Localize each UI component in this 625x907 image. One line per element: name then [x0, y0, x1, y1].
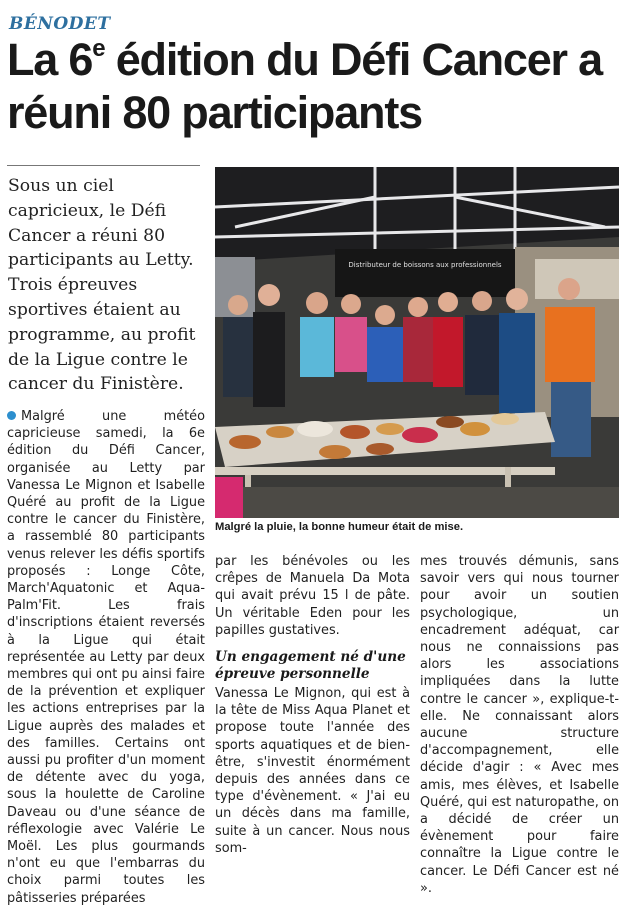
- photo-sign: Distributeur de boissons aux professionnels: [348, 261, 502, 269]
- body-text-col3: mes trouvés démunis, sans savoir vers qui nous tourner pour avoir un soutien psychologique, un encadrement adéquat, car nous ne connaissions pas alors les associations impliquées dans la lutte contre le cancer », explique-t-elle. Ne connaissant alors aucune structure d'accompagnement, elle décide d'agir : « Avec mes amis, mes élèves, et Isabelle Quéré, qui est naturopathe, on a décidé de créer un évènement pour faire connaître la Ligue contre le cancer. Le Défi Cancer est né ».: [420, 554, 619, 896]
- headline-part2: édition du Défi Cancer a réuni 80 participants: [7, 34, 602, 138]
- article-subhead: Un engagement né d'une épreuve personnelle: [215, 649, 406, 683]
- body-text-col2a: par les bénévoles ou les crêpes de Manuela Da Mota qui avait prévu 15 l de pâte. Un véritable Eden pour les papilles gustatives.: [215, 554, 410, 638]
- body-text-col2b: Vanessa Le Mignon, qui est à la tête de Miss Aqua Planet et propose toute l'année des sports aquatiques et de bien-être, s'investit énormément depuis des années dans ce type d'évènement. « J'ai eu un décès dans ma famille, suite à un cancer. Nous nous som-: [215, 686, 410, 856]
- photo-caption: Malgré la pluie, la bonne humeur était de mise.: [215, 521, 464, 533]
- body-column-2: [215, 553, 410, 857]
- body-text-col1: Malgré une météo capricieuse samedi, la 6e édition du Défi Cancer, organisée au Letty par Vanessa Le Mignon et Isabelle Quéré au profit de la Ligue contre le cancer du Finistère, a rassemblé 80 participants venus relever les défis sportifs proposés : Longe Côte, March'Aquatonic et Aqua-Palm'Fit. Les frais d'inscriptions étaient reversés à la Ligue qui était représentée au Letty par deux membres qui ont pu ainsi faire de la prévention et expliquer les actions entreprises par la Ligue auprès des malades et des familles. Certains ont aussi pu profiter d'un moment de détente avec du yoga, sous la houlette de Caroline Daveau ou d'une séance de réflexologie avec Valérie Le Moël. Les plus gourmands n'ont eu que l'embarras du choix parmi toutes les pâtisseries préparées: [7, 409, 205, 906]
- blue-dot-icon: [7, 411, 16, 420]
- article-headline: [7, 33, 619, 139]
- headline-superscript: e: [92, 35, 105, 62]
- article-chapo: Sous un ciel capricieux, le Défi Cancer a réuni 80 participants au Letty. Trois épreuves sportives étaient au programme, au profit de la Ligue contre le cancer du Finistère.: [8, 176, 196, 395]
- article-photo: [215, 167, 619, 518]
- body-column-1: [7, 408, 205, 907]
- photo-illustration: [215, 167, 619, 518]
- body-column-3: [420, 553, 619, 897]
- top-rule: [7, 165, 200, 166]
- headline-part1: La 6: [7, 34, 93, 85]
- article-kicker: BÉNODET: [9, 14, 111, 34]
